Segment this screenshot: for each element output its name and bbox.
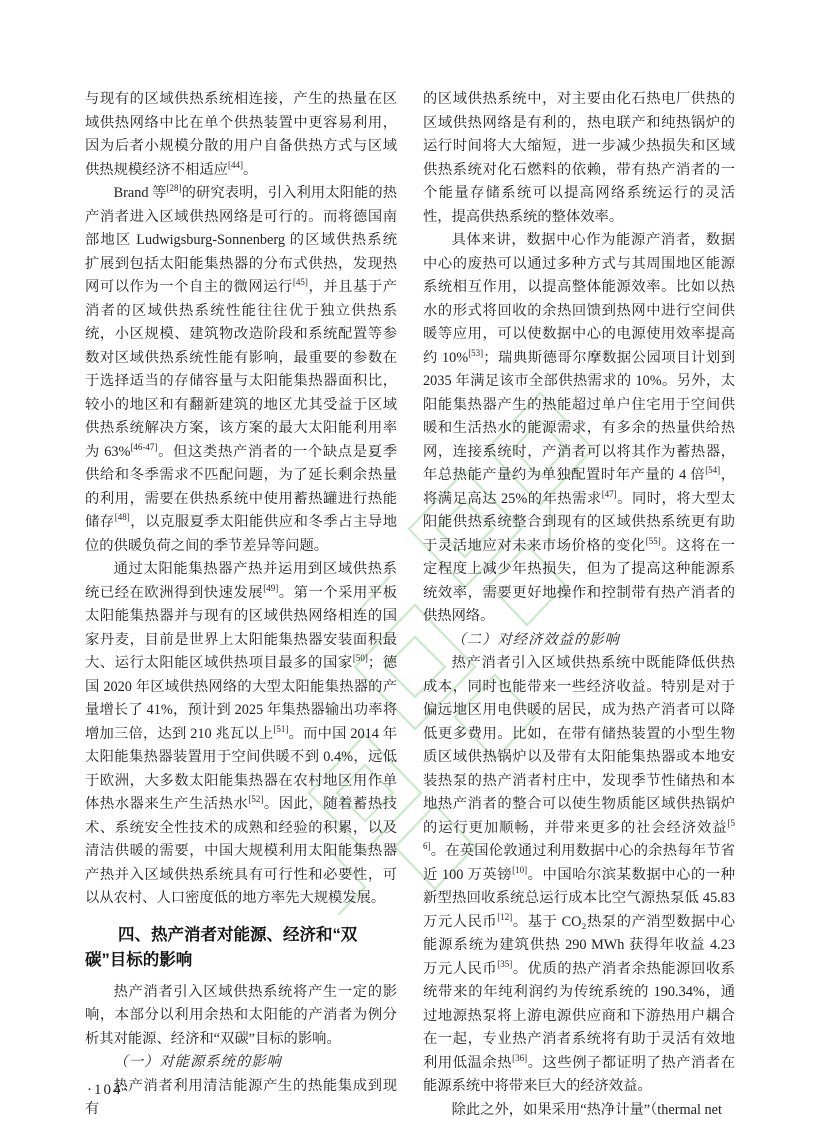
body-paragraph: 热产消者引入区域供热系统中既能降低供热成本，同时也能带来一些经济收益。特别是对于偏远地区用电供暖的居民，成为热产消者可以降低更多费用。比如，在带有储热装置的小型生物质区域供热锅炉以及带有太阳能集热器或本地安装热泵的热产消者村庄中，发现季节性储热和本地热产消者的整合可以使生物质能区域供热锅炉的运行更加顺畅，并带来更多的社会经济效益[56]。在英国伦敦通过利用数据中心的余热每年节省近 100 万英镑[10]。中国哈尔滨某数据中心的一种新型热回收系统总运行成本比空气源热泵低 45.83 万元人民币[12]。基于 CO₂热泵的产消型数据中心能源系统为建筑供热 290 MWh 获得年收益 4.23 万元人民币[35]。优质的热产消者余热能源回收系统带来的年纯利润约为传统系统的 190.34%，通过地源热泵将上游电源供应商和下游热用户耦合在一起，专业热产消者系统将有助于灵活有效地利用低温余热[36]。这些例子都证明了热产消者在能源系统中将带来巨大的经济效益。 (423, 655, 736, 1094)
citation-ref: [48] (114, 512, 130, 523)
citation-ref: [12] (497, 911, 513, 922)
citation-ref: [45] (292, 277, 308, 288)
citation-ref: [55] (645, 535, 661, 546)
section-heading: 四、热产消者对能源、经济和“双碳”目标的影响 (85, 925, 358, 969)
body-paragraph: 的区域供热系统中，对主要由化石热电厂供热的区域供热网络是有利的，热电联产和纯热锅炉的运行时间将大大缩短，进一步减少热损失和区域供热系统对化石燃料的依赖，带有热产消者的一个能量存储系统可以提高网络系统运行的灵活性，提高供热系统的整体效率。 (423, 91, 735, 225)
citation-ref: [49] (263, 582, 279, 593)
citation-ref: [50] (352, 653, 368, 664)
two-column-text (85, 88, 735, 1122)
citation-ref: [54] (705, 465, 721, 476)
citation-ref: [46-47] (130, 441, 158, 452)
body-paragraph: 热产消者利用清洁能源产生的热能集成到现有 (85, 1077, 397, 1117)
body-paragraph: 热产消者引入区域供热系统将产生一定的影响，本部分以利用余热和太阳能的产消者为例分析其对能源、经济和“双碳”目标的影响。 (85, 983, 397, 1047)
citation-ref: [36] (512, 1052, 528, 1063)
left-column (85, 88, 397, 1122)
citation-ref: [10] (512, 864, 528, 875)
citation-ref: [52] (248, 794, 264, 805)
body-paragraph: 与现有的区域供热系统相连接，产生的热量在区域供热网络中比在单个供热装置中更容易利用，因为后者小规模分散的用户自备供热方式与区域供热规模经济不相适应[44]。 (85, 91, 397, 178)
citation-ref: [44] (227, 159, 243, 170)
body-paragraph: 具体来讲，数据中心作为能源产消者，数据中心的废热可以通过多种方式与其周围地区能源系统相互作用，以提高整体能源效率。比如以热水的形式将回收的余热回馈到热网中进行空间供暖等应用，可以使数据中心的电源使用效率提高约 10%[53]；瑞典斯德哥尔摩数据公园项目计划到 2035 年满足该市全部供热需求的 10%。另外，太阳能集热器产生的热能超过单户住宅用于空间供暖和生活热水的能源需求，有多余的热量供给热网，连接系统时，产消者可以将其作为蓄热器，年总热能产量约为单独配置时年产量的 4 倍[54]，将满足高达 25%的年热需求[47]。同时，将大型太阳能供热系统整合到现有的区域供热系统更有助于灵活地应对未来市场价格的变化[55]。这将在一定程度上减少年热损失，但为了提高这种能源系统效率，需要更好地操作和控制带有热产消者的供热网络。 (423, 232, 736, 624)
subsection-heading: （一）对能源系统的影响 (113, 1054, 282, 1070)
citation-ref: [35] (497, 958, 513, 969)
citation-ref: [51] (273, 723, 289, 734)
body-paragraph: 除此之外，如果采用“热净计量”（thermal net (451, 1101, 722, 1118)
citation-ref: [56] (423, 817, 735, 852)
body-paragraph: 通过太阳能集热器产热并运用到区域供热系统已经在欧洲得到快速发展[49]。第一个采用平板太阳能集热器并与现有的区域供热网络相连的国家丹麦，目前是世界上太阳能集热器安装面积最大、运行太阳能区域供热项目最多的国家[50]；德国 2020 年区域供热网络的大型太阳能集热器的产量增长了 41%，预计到 2025 年集热器输出功率将增加三倍，达到 210 兆瓦以上[51]。而中国 2014 年太阳能集热器装置用于空间供暖不到 0.4%，远低于欧洲，大多数太阳能集热器在农村地区用作单体热水器来生产生活热水[52]。因此，随着蓄热技术、系统安全性技术的成熟和经验的积累，以及清洁供暖的需要，中国大规模利用太阳能集热器产热并入区域供热系统具有可行性和必要性，可以从农村、人口密度低的地方率先大规模发展。 (85, 561, 398, 906)
citation-ref: [53] (468, 347, 484, 358)
citation-ref: [28] (166, 183, 182, 194)
body-paragraph: Brand 等[28]的研究表明，引入利用太阳能的热产消者进入区域供热网络是可行的。而将德国南部地区 Ludwigsburg-Sonnenberg 的区域供热系统扩展到包括太阳能集热器的分布式供热，发现热网可以作为一个自主的微网运行[45]，并且基于产消者的区域供热系统性能往往优于独立供热系统，小区规模、建筑物改造阶段和系统配置等参数对区域供热系统性能有影响，最重要的参数在于选择适当的存储容量与太阳能集热器面积比，较小的地区和有翻新建筑的地区尤其受益于区域供热系统解决方案，该方案的最大太阳能利用率为 63%[46-47]。但这类热产消者的一个缺点是夏季供给和冬季需求不匹配问题，为了延长剩余热量的利用，需要在供热系统中使用蓄热罐进行热能储存[48]，以克服夏季太阳能供应和冬季占主导地位的供暖负荷之间的季节差异等问题。 (85, 183, 398, 554)
citation-ref: [47] (601, 488, 617, 499)
subsection-heading: （二）对经济效益的影响 (451, 631, 620, 648)
right-column (423, 88, 735, 1122)
page-number: ·104· (87, 1082, 130, 1098)
